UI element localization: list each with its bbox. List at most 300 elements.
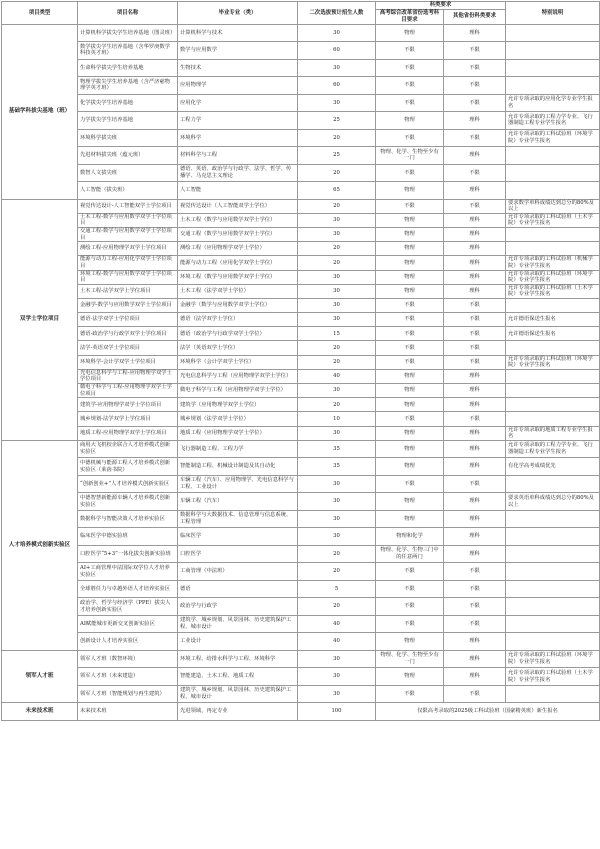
other-subject-cell: 理科 [444, 668, 506, 686]
header-notes: 特别说明 [506, 2, 600, 25]
table-row [2, 685, 600, 703]
quota-cell: 20 [298, 164, 376, 182]
reform-subject-cell: 物理 [376, 440, 444, 458]
table-row [2, 615, 600, 633]
quota-cell: 35 [298, 440, 376, 458]
notes-cell [506, 563, 600, 581]
header-major: 毕业专业（类） [178, 2, 298, 25]
quota-cell: 20 [298, 355, 376, 369]
table-row [2, 42, 600, 60]
major-cell: 计算机科学与技术 [178, 24, 298, 42]
notes-cell [506, 580, 600, 598]
other-subject-cell: 不限 [444, 42, 506, 60]
quota-cell: 30 [298, 284, 376, 298]
table-row [2, 412, 600, 426]
notes-cell [506, 369, 600, 383]
reform-subject-cell: 不限 [376, 598, 444, 616]
quota-cell: 40 [298, 633, 376, 651]
major-cell: 先进领域，再定专业 [178, 703, 298, 721]
other-subject-cell: 理科 [444, 426, 506, 440]
quota-cell: 20 [298, 563, 376, 581]
project-name-cell: 领军人才班（数智环境） [78, 650, 178, 668]
quota-cell: 100 [298, 703, 376, 721]
notes-cell [506, 510, 600, 528]
project-name-cell: 环境科学-会计学双学士学位项目 [78, 355, 178, 369]
project-name-cell: 商用大飞机校企联合人才培养模式创新实验区 [78, 440, 178, 458]
quota-cell: 35 [298, 458, 376, 476]
notes-cell [506, 147, 600, 165]
other-subject-cell: 不限 [444, 94, 506, 112]
reform-subject-cell: 物理 [376, 458, 444, 476]
notes-cell: 允许专项录取的工程力学专业、飞行器制造工程专业学生报名 [506, 112, 600, 130]
project-name-cell: 环境科学拔尖班 [78, 129, 178, 147]
quota-cell: 30 [298, 59, 376, 77]
major-cell: 城乡规划（法学双学士学位） [178, 412, 298, 426]
quota-cell: 20 [298, 598, 376, 616]
major-cell: 土木工程（数学与应用数学双学士学位） [178, 213, 298, 227]
reform-subject-cell: 不限 [376, 129, 444, 147]
major-cell: 金融学（数学与应用数学双学士学位） [178, 298, 298, 312]
table-row [2, 580, 600, 598]
notes-cell: 要求数学单科成绩达到总分的80%及以上 [506, 199, 600, 213]
reform-subject-cell: 不限 [376, 475, 444, 493]
quota-cell: 5 [298, 580, 376, 598]
table-row [2, 545, 600, 563]
other-subject-cell: 理科 [444, 112, 506, 130]
notes-cell [506, 685, 600, 703]
other-subject-cell: 不限 [444, 199, 506, 213]
project-name-cell: 生命科学拔尖学生培养基地 [78, 59, 178, 77]
major-cell: 口腔医学 [178, 545, 298, 563]
project-name-cell: 德语-政治学与行政学双学士学位项目 [78, 327, 178, 341]
major-cell: 智能建造、土木工程、地质工程 [178, 668, 298, 686]
table-row [2, 598, 600, 616]
quota-cell: 30 [298, 685, 376, 703]
other-subject-cell: 不限 [444, 77, 506, 95]
major-cell: 德语（政治学与行政学双学士学位） [178, 327, 298, 341]
project-name-cell: 金融学-数学与应用数学双学士学位项目 [78, 298, 178, 312]
major-cell: 建筑学、城乡规划、风景园林、历史建筑保护工程、城市设计 [178, 685, 298, 703]
quota-cell: 20 [298, 545, 376, 563]
quota-cell: 30 [298, 298, 376, 312]
notes-cell [506, 475, 600, 493]
quota-cell: 60 [298, 42, 376, 60]
major-cell: 德语（法学双学士学位） [178, 313, 298, 327]
reform-subject-cell: 不限 [376, 327, 444, 341]
major-cell: 数据科学与大数据技术、信息管理与信息系统、工程管理 [178, 510, 298, 528]
quota-cell: 30 [298, 227, 376, 241]
quota-cell: 30 [298, 650, 376, 668]
quota-cell: 10 [298, 412, 376, 426]
other-subject-cell: 不限 [444, 129, 506, 147]
other-subject-cell: 理科 [444, 227, 506, 241]
table-row [2, 475, 600, 493]
category-cell: 双学士学位项目 [2, 199, 78, 440]
table-row [2, 398, 600, 412]
other-subject-cell: 理科 [444, 213, 506, 227]
quota-cell: 20 [298, 199, 376, 213]
other-subject-cell: 理科 [444, 369, 506, 383]
reform-subject-cell: 物理 [376, 213, 444, 227]
notes-cell: 允许德语保送生报名 [506, 313, 600, 327]
project-name-cell: 数据科学与智能决策人才培养实验区 [78, 510, 178, 528]
reform-subject-cell: 物理 [376, 369, 444, 383]
reform-subject-cell: 不限 [376, 615, 444, 633]
table-row [2, 493, 600, 511]
other-subject-cell: 理科 [444, 270, 506, 284]
notes-cell [506, 412, 600, 426]
project-name-cell: AI+工商管理中法国际双学位人才培养实验区 [78, 563, 178, 581]
other-subject-cell: 理科 [444, 650, 506, 668]
project-name-cell: 城乡规划-法学双学士学位项目 [78, 412, 178, 426]
reform-subject-cell: 物理 [376, 633, 444, 651]
notes-cell [506, 298, 600, 312]
reform-subject-cell: 物理 [376, 398, 444, 412]
reform-subject-cell: 物理 [376, 112, 444, 130]
quota-cell: 30 [298, 528, 376, 546]
header-other: 其他省份科类要求 [444, 9, 506, 24]
major-cell: 土木工程（法学双学士学位） [178, 284, 298, 298]
other-subject-cell: 理科 [444, 182, 506, 200]
reform-subject-cell: 物理 [376, 227, 444, 241]
table-row [2, 227, 600, 241]
other-subject-cell: 不限 [444, 580, 506, 598]
table-row [2, 369, 600, 383]
notes-cell: 允许专项录取的地质工程专业学生报名 [506, 426, 600, 440]
other-subject-cell: 理科 [444, 545, 506, 563]
other-subject-cell: 理科 [444, 24, 506, 42]
other-subject-cell: 理科 [444, 458, 506, 476]
table-row [2, 270, 600, 284]
notes-cell: 允许专项录取的工科试验班（机械学院）专业学生报名 [506, 256, 600, 270]
notes-cell [506, 633, 600, 651]
reform-subject-cell: 物理 [376, 493, 444, 511]
notes-cell [506, 42, 600, 60]
major-cell: 环境科学 [178, 129, 298, 147]
project-name-cell: 法学-英语双学士学位项目 [78, 341, 178, 355]
quota-cell: 20 [298, 129, 376, 147]
header-subject-group: 科类要求 [376, 2, 506, 10]
quota-cell: 30 [298, 510, 376, 528]
other-subject-cell: 不限 [444, 59, 506, 77]
quota-cell: 30 [298, 493, 376, 511]
project-name-cell: 物理学拔尖学生培养基地（含严济慈物理学英才班） [78, 77, 178, 95]
table-row [2, 129, 600, 147]
header-category: 项目类型 [2, 2, 78, 25]
table-row [2, 327, 600, 341]
major-cell: 建筑学（应用物理学双学士学位） [178, 398, 298, 412]
notes-cell [506, 545, 600, 563]
notes-cell [506, 615, 600, 633]
reform-subject-cell: 物理、化学、生物至少有一门 [376, 650, 444, 668]
major-cell: 应用化学 [178, 94, 298, 112]
table-row [2, 112, 600, 130]
project-name-cell: 数智人文拔尖班 [78, 164, 178, 182]
header-name: 项目名称 [78, 2, 178, 25]
table-row [2, 426, 600, 440]
project-name-cell: 能源与动力工程-应用化学双学士学位项目 [78, 256, 178, 270]
notes-cell: 允许专项录取的工科试验班（环境学院）专业学生报名 [506, 270, 600, 284]
project-name-cell: 政治学、哲学与经济学（PPE）拔尖人才培养创新实验区 [78, 598, 178, 616]
header-reform: 高考综合改革省份选考科目要求 [376, 9, 444, 24]
major-cell: 人工智能 [178, 182, 298, 200]
reform-subject-cell: 不限 [376, 199, 444, 213]
reform-subject-cell: 物理 [376, 426, 444, 440]
reform-subject-cell: 不限 [376, 685, 444, 703]
reform-subject-cell: 物理 [376, 24, 444, 42]
table-row [2, 298, 600, 312]
reform-subject-cell: 物理 [376, 384, 444, 398]
quota-cell: 40 [298, 369, 376, 383]
reform-subject-cell: 物理和化学 [376, 528, 444, 546]
table-row [2, 59, 600, 77]
table-row [2, 94, 600, 112]
other-subject-cell: 不限 [444, 598, 506, 616]
quota-cell: 60 [298, 77, 376, 95]
major-cell: 临床医学 [178, 528, 298, 546]
major-cell: 微电子科学与工程（应用物理学双学士学位） [178, 384, 298, 398]
project-name-cell: 力学拔尖学生培养基地 [78, 112, 178, 130]
reform-subject-cell: 物理 [376, 668, 444, 686]
major-cell: 地质工程（应用物理学双学士学位） [178, 426, 298, 440]
project-name-cell: 环境工程-数学与应用数学双学士学位项目 [78, 270, 178, 284]
notes-cell: 允许专项录取的应用化学专业学生报名 [506, 94, 600, 112]
other-subject-cell: 不限 [444, 475, 506, 493]
quota-cell: 30 [298, 213, 376, 227]
major-cell: 建筑学、城乡规划、风景园林、历史建筑保护工程、城市设计 [178, 615, 298, 633]
major-cell: 数学与应用数学 [178, 42, 298, 60]
project-name-cell: 土木工程-法学双学士学位项目 [78, 284, 178, 298]
quota-cell: 25 [298, 147, 376, 165]
notes-cell: 允许专项录取的工科试验班（土木学院）专业学生报名 [506, 213, 600, 227]
quota-cell: 25 [298, 112, 376, 130]
other-subject-cell: 理科 [444, 633, 506, 651]
major-cell: 交通工程（数学与应用数学双学士学位） [178, 227, 298, 241]
project-name-cell: 中德智慧新能源车辆人才培养模式创新实验区 [78, 493, 178, 511]
project-name-cell: 微电子科学与工程-应用物理学双学士学位项目 [78, 384, 178, 398]
project-name-cell: 土木工程-数学与应用数学双学士学位项目 [78, 213, 178, 227]
notes-cell: 允许专项录取的工科试验班（环境学院）专业学生报名 [506, 129, 600, 147]
other-subject-cell: 不限 [444, 298, 506, 312]
table-row [2, 528, 600, 546]
table-row [2, 384, 600, 398]
notes-cell [506, 227, 600, 241]
project-name-cell: 建筑学-应用物理学双学士学位项目 [78, 398, 178, 412]
other-subject-cell: 不限 [444, 327, 506, 341]
quota-cell: 30 [298, 270, 376, 284]
table-row [2, 242, 600, 256]
reform-subject-cell: 不限 [376, 77, 444, 95]
table-row [2, 24, 600, 42]
other-subject-cell: 理科 [444, 440, 506, 458]
reform-subject-cell: 不限 [376, 164, 444, 182]
notes-cell: 有化学高考成绩优先 [506, 458, 600, 476]
reform-subject-cell: 物理 [376, 182, 444, 200]
notes-cell [506, 182, 600, 200]
other-subject-cell: 理科 [444, 256, 506, 270]
project-name-cell: 中德机械与能源工程人才培养模式创新实验区（莱茵书院） [78, 458, 178, 476]
major-cell: 车辆工程（汽车）、应用物理学、光电信息科学与工程、工业设计 [178, 475, 298, 493]
reform-subject-cell: 不限 [376, 341, 444, 355]
table-row [2, 284, 600, 298]
reform-subject-cell: 物理 [376, 256, 444, 270]
project-name-cell: 领军人才班（未来建造） [78, 668, 178, 686]
major-cell: 工业设计 [178, 633, 298, 651]
category-cell: 基础学科拔尖基地（班） [2, 24, 78, 199]
other-subject-cell: 理科 [444, 510, 506, 528]
notes-cell [506, 59, 600, 77]
quota-cell: 15 [298, 327, 376, 341]
reform-subject-cell: 物理 [376, 284, 444, 298]
reform-subject-cell: 不限 [376, 59, 444, 77]
notes-cell: 允许专项录取的工科试验班（环境学院）专业学生报名 [506, 650, 600, 668]
category-cell: 未来技术班 [2, 703, 78, 721]
notes-cell: 要求英语单科成绩达到总分的80%及以上 [506, 493, 600, 511]
major-cell: 德语、英语、政治学与行政学、法学、哲学、传播学、马克思主义理论 [178, 164, 298, 182]
notes-cell [506, 528, 600, 546]
other-subject-cell: 不限 [444, 355, 506, 369]
other-subject-cell: 理科 [444, 493, 506, 511]
table-row [2, 668, 600, 686]
reform-subject-cell: 不限 [376, 563, 444, 581]
reform-subject-cell: 物理 [376, 270, 444, 284]
table-row [2, 147, 600, 165]
reform-subject-cell: 不限 [376, 412, 444, 426]
other-subject-cell: 不限 [444, 685, 506, 703]
major-cell: 政治学与行政学 [178, 598, 298, 616]
notes-cell [506, 598, 600, 616]
table-row [2, 510, 600, 528]
table-row [2, 213, 600, 227]
table-row [2, 341, 600, 355]
category-cell: 人才培养模式创新实验区 [2, 440, 78, 650]
reform-subject-cell: 不限 [376, 42, 444, 60]
table-row [2, 458, 600, 476]
major-cell: 视觉传达设计（人工智能双学士学位） [178, 199, 298, 213]
table-row [2, 199, 600, 213]
major-cell: 能源与动力工程（应用化学双学士学位） [178, 256, 298, 270]
reform-subject-cell: 物理、化学、生物三门中的任意两门 [376, 545, 444, 563]
notes-cell [506, 384, 600, 398]
reform-subject-cell: 不限 [376, 355, 444, 369]
notes-cell [506, 77, 600, 95]
project-name-cell: 临床医学中德实验班 [78, 528, 178, 546]
category-cell: 领军人才班 [2, 650, 78, 703]
quota-cell: 30 [298, 24, 376, 42]
project-name-cell: 创新设计人才培养实验区 [78, 633, 178, 651]
project-name-cell: 德语-法学双学士学位项目 [78, 313, 178, 327]
reform-subject-cell: 物理、化学、生物至少有一门 [376, 147, 444, 165]
major-cell: 光电信息科学与工程（应用物理学双学士学位） [178, 369, 298, 383]
quota-cell: 40 [298, 615, 376, 633]
quota-cell: 30 [298, 426, 376, 440]
other-subject-cell: 理科 [444, 284, 506, 298]
admission-table [1, 1, 600, 721]
project-name-cell: 数学拔尖学生培养基地（含华罗庚数学科技英才班） [78, 42, 178, 60]
notes-cell [506, 242, 600, 256]
project-name-cell: 全球胜任力与卓越外语人才培养实验区 [78, 580, 178, 598]
project-name-cell: “创新创业+”人才培养模式创新实验区 [78, 475, 178, 493]
reform-subject-cell: 物理 [376, 242, 444, 256]
notes-cell: 允许德语保送生报名 [506, 327, 600, 341]
table-row [2, 650, 600, 668]
major-cell: 应用物理学 [178, 77, 298, 95]
major-cell: 法学（英语双学士学位） [178, 341, 298, 355]
project-name-cell: 光电信息科学与工程-应用物理学双学士学位项目 [78, 369, 178, 383]
table-row [2, 440, 600, 458]
major-cell: 智能制造工程、机械设计制造及其自动化 [178, 458, 298, 476]
notes-cell: 允许专项录取的工科试验班（环境学院）专业学生报名 [506, 355, 600, 369]
table-row [2, 182, 600, 200]
notes-cell [506, 341, 600, 355]
other-subject-cell: 不限 [444, 341, 506, 355]
table-row [2, 703, 600, 721]
quota-cell: 65 [298, 182, 376, 200]
other-subject-cell: 理科 [444, 242, 506, 256]
quota-cell: 30 [298, 94, 376, 112]
project-name-cell: 未来技术班 [78, 703, 178, 721]
notes-cell: 允许专项录取的工科试验班（土木学院）专业学生报名 [506, 284, 600, 298]
project-name-cell: 化学拔尖学生培养基地 [78, 94, 178, 112]
major-cell: 生物技术 [178, 59, 298, 77]
other-subject-cell: 不限 [444, 164, 506, 182]
quota-cell: 20 [298, 242, 376, 256]
major-cell: 测绘工程（应用物理学双学士学位） [178, 242, 298, 256]
project-name-cell: 计算机科学拔尖学生培养基地（图灵班） [78, 24, 178, 42]
major-cell: 环境工程、给排水科学与工程、环境科学 [178, 650, 298, 668]
reform-subject-cell: 不限 [376, 94, 444, 112]
major-cell: 环境科学（会计学双学士学位） [178, 355, 298, 369]
quota-cell: 30 [298, 475, 376, 493]
project-name-cell: 交通工程-数学与应用数学双学士学位项目 [78, 227, 178, 241]
project-name-cell: 测绘工程-应用物理学双学士学位项目 [78, 242, 178, 256]
notes-cell [506, 398, 600, 412]
merged-note-cell: 仅限高考录取的2025级工科试验班（国豪精英班）新生报名 [376, 703, 600, 721]
project-name-cell: 口腔医学“5+3”一体化拔尖创新实验班 [78, 545, 178, 563]
project-name-cell: 地质工程-应用物理学双学士学位项目 [78, 426, 178, 440]
table-row [2, 355, 600, 369]
other-subject-cell: 不限 [444, 412, 506, 426]
table-row [2, 256, 600, 270]
table-row [2, 164, 600, 182]
reform-subject-cell: 不限 [376, 580, 444, 598]
major-cell: 材料科学与工程 [178, 147, 298, 165]
table-row [2, 563, 600, 581]
other-subject-cell: 理科 [444, 398, 506, 412]
notes-cell [506, 164, 600, 182]
quota-cell: 30 [298, 313, 376, 327]
table-row [2, 313, 600, 327]
major-cell: 德语 [178, 580, 298, 598]
reform-subject-cell: 物理 [376, 510, 444, 528]
quota-cell: 30 [298, 668, 376, 686]
other-subject-cell: 理科 [444, 147, 506, 165]
reform-subject-cell: 不限 [376, 313, 444, 327]
major-cell: 工程力学 [178, 112, 298, 130]
project-name-cell: 先进材料拔尖班（蕴元班） [78, 147, 178, 165]
major-cell: 飞行器制造工程、工程力学 [178, 440, 298, 458]
major-cell: 工商管理（中法班） [178, 563, 298, 581]
project-name-cell: 人工智能（拔尖班） [78, 182, 178, 200]
other-subject-cell: 不限 [444, 615, 506, 633]
notes-cell: 允许专项录取的工程力学专业、飞行器制造工程专业学生报名 [506, 440, 600, 458]
header-quota: 二次选拔预计招生人数 [298, 2, 376, 25]
major-cell: 车辆工程（汽车） [178, 493, 298, 511]
project-name-cell: 领军人才班（智能规划与再生建筑） [78, 685, 178, 703]
table-row [2, 633, 600, 651]
other-subject-cell: 不限 [444, 313, 506, 327]
quota-cell: 20 [298, 398, 376, 412]
